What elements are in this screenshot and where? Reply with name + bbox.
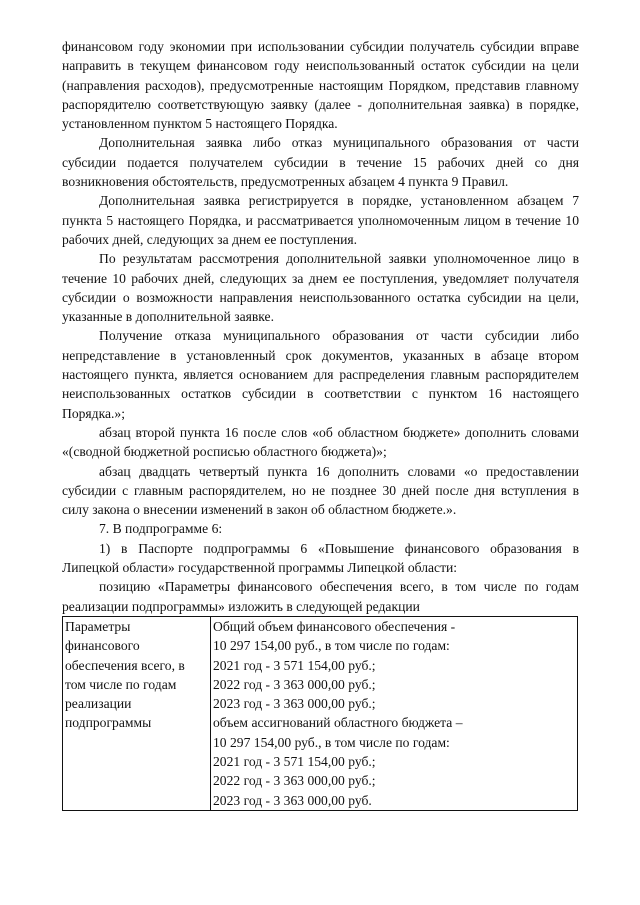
- paragraph-review-results: По результатам рассмотрения дополнительной заявки уполномоченное лицо в течение 10 рабочих дней, следующих за днем ее поступления, уведомляет получателя субсидии о возможности направления неиспользованного остатка субсидии на цели, указанные в дополнительной заявке.: [62, 251, 579, 325]
- parameter-name-line: том числе по годам: [65, 676, 177, 692]
- paragraph-passport: 1) в Паспорте подпрограммы 6 «Повышение финансового образования в Липецкой области» государственной программы Липецкой области:: [62, 540, 579, 576]
- paragraph-section-7: 7. В подпрограмме 6:: [99, 521, 223, 537]
- parameter-value-cell: [211, 616, 578, 810]
- funding-line: объем ассигнований областного бюджета –: [213, 715, 463, 731]
- table-row: [63, 616, 578, 810]
- parameter-name-line: Параметры: [65, 618, 131, 634]
- funding-line: 2022 год - 3 363 000,00 руб.;: [213, 676, 376, 692]
- funding-line: 2022 год - 3 363 000,00 руб.;: [213, 773, 376, 789]
- parameter-name-line: реализации: [65, 696, 132, 712]
- funding-line: 2023 год - 3 363 000,00 руб.;: [213, 696, 376, 712]
- funding-parameters-table: [62, 616, 578, 811]
- funding-line: 10 297 154,00 руб., в том числе по годам:: [213, 638, 450, 654]
- document-page: [62, 37, 579, 811]
- funding-line: 2021 год - 3 571 154,00 руб.;: [213, 657, 376, 673]
- paragraph-amendment-twenty-fourth: абзац двадцать четвертый пункта 16 дополнить словами «о предоставлении субсидии с главным распорядителем, но не позднее 30 дней после дня вступления в силу закона о внесении изменений в закон об областном бюджете.».: [62, 463, 579, 518]
- parameter-name-line: обеспечения всего, в: [65, 657, 185, 673]
- paragraph-position: позицию «Параметры финансового обеспечения всего, в том числе по годам реализации подпрограммы» изложить в следующей редакции: [62, 579, 579, 614]
- funding-line: Общий объем финансового обеспечения -: [213, 618, 456, 634]
- funding-line: 2021 год - 3 571 154,00 руб.;: [213, 753, 376, 769]
- funding-line: 10 297 154,00 руб., в том числе по годам:: [213, 734, 450, 750]
- parameter-name-line: подпрограммы: [65, 715, 152, 731]
- paragraph-amendment-second: абзац второй пункта 16 после слов «об областном бюджете» дополнить словами «(сводной бюджетной росписью областного бюджета)»;: [62, 424, 579, 460]
- funding-line: 2023 год - 3 363 000,00 руб.: [213, 792, 372, 808]
- parameter-name-cell: [63, 616, 211, 810]
- paragraph-refusal: Получение отказа муниципального образования от части субсидии либо непредставление в установленный срок документов, указанных в абзаце втором настоящего пункта, является основанием для распределения главным распорядителем неиспользованных остатков субсидии в соответствии с пунктом 16 настоящего Порядка.»;: [62, 328, 579, 421]
- paragraph-registration: Дополнительная заявка регистрируется в порядке, установленном абзацем 7 пункта 5 настоящего Порядка, и рассматривается уполномоченным лицом в течение 10 рабочих дней, следующих за днем ее поступления.: [62, 193, 579, 247]
- paragraph-additional-request: Дополнительная заявка либо отказ муниципального образования от части субсидии подается получателем субсидии в течение 15 рабочих дней со дня возникновения обстоятельств, предусмотренных абзацем 4 пункта 9 Правил.: [62, 135, 579, 190]
- parameter-name-line: финансового: [65, 638, 140, 654]
- paragraph-continuation: финансовом году экономии при использовании субсидии получатель субсидии вправе направить в текущем финансовом году неиспользованный остаток субсидии на цели (направления расходов), предусмотренные настоящим Порядком, представив главному распорядителю соответствующую заявку (далее - дополнительная заявка) в порядке, установленном пунктом 5 настоящего Порядка.: [62, 39, 579, 132]
